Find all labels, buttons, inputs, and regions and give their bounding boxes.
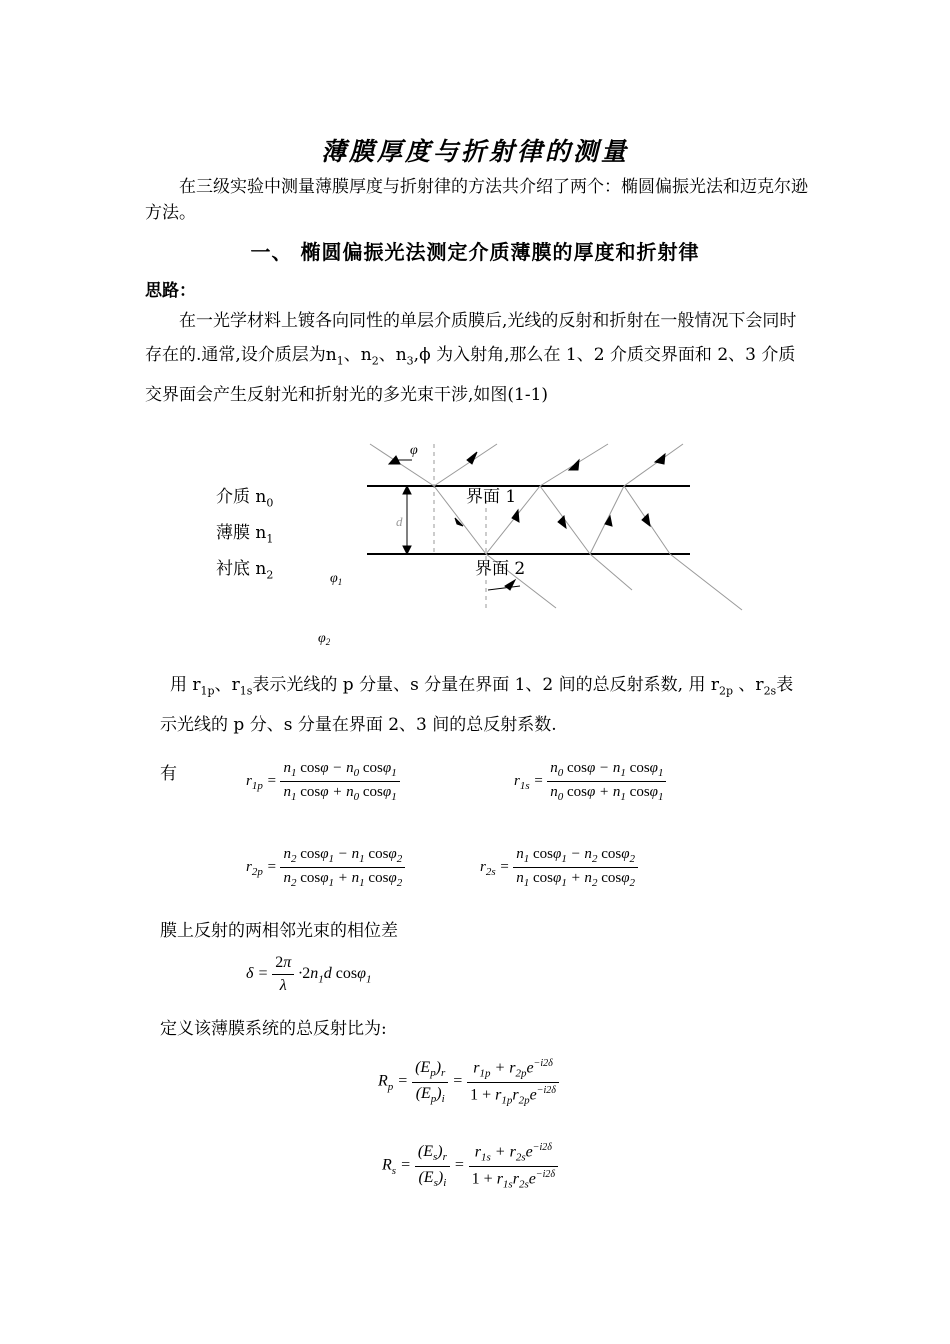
paragraph-setup: 在一光学材料上镀各向同性的单层介质膜后,光线的反射和折射在一般情况下会同时存在的.通常,设介质层为$n_1$、$n_2$、$n_3,\phi$ 为入射角,那么在 1、2 介质交界面和 2、3 介质交界面会产生反射光和折射光的多光束干涉,如图(1-1) <box>145 311 797 406</box>
formula-Rp: $R_p$ = $\frac{(E_p)_r}{(E_p)_i}$ = $\frac{r_{1p} + r_{2p}e^{-i2\delta}}{1 + r_{1p}r_{2p}e^{-i2\delta}}$ <box>378 1058 559 1106</box>
silu-label: 思路： <box>145 281 196 301</box>
paragraph-reflection-coefficients: 用 $r_{1p}$、$r_{1s}$表示光线的 p 分量、s 分量在界面 1、2 间的总反射系数, 用 $r_{2p}$ 、$r_{2s}$表示光线的 p 分、s 分量在界面 2、3 间的总反射系数. <box>160 675 794 736</box>
formula-r2p: $r_{2p}$ = $\frac{n_2 \cos\varphi_1 - n_1 \cos\varphi_2}{n_2 \cos\varphi_1 + n_1 \cos\varphi_2}$ <box>246 846 405 889</box>
section-heading: 一、 椭圆偏振光法测定介质薄膜的厚度和折射律 <box>250 240 700 264</box>
formula-r1s: $r_{1s}$ = $\frac{n_0 \cos\varphi - n_1 \cos\varphi_1}{n_0 \cos\varphi + n_1 \cos\varphi_1}$ <box>514 760 666 803</box>
interface-1-label: 界面 1 <box>466 487 517 507</box>
phi-label: φ <box>410 443 418 458</box>
formula-delta: δ = $\frac{2\pi}{\lambda}$ $\cdot 2n_1d$ cosφ$_1$ <box>246 954 372 994</box>
interface-2-label: 界面 2 <box>475 559 526 579</box>
ray-diagram <box>0 430 950 660</box>
arrows <box>389 452 665 590</box>
formula-Rs: $R_s$ = $\frac{(E_s)_r}{(E_s)_i}$ = $\frac{r_{1s} + r_{2s}e^{-i2\delta}}{1 + r_{1s}r_{2s}e^{-i2\delta}}$ <box>382 1142 558 1190</box>
film-n1-label: 薄膜 $n_1$ <box>216 523 274 546</box>
formula-r2s: $r_{2s}$ = $\frac{n_1 \cos\varphi_1 - n_2 \cos\varphi_2}{n_1 \cos\varphi_1 + n_2 \cos\varphi_2}$ <box>480 846 638 889</box>
substrate-n2-label: 衬底 $n_2$ <box>216 559 274 582</box>
page-title: 薄膜厚度与折射律的测量 <box>320 137 629 166</box>
phi1-label: $\varphi_1$ <box>330 571 343 587</box>
phi2-label: $\varphi_2$ <box>318 631 331 647</box>
you-label: 有 <box>160 764 177 784</box>
medium-n0-label: 介质 $n_0$ <box>216 487 274 510</box>
intro-paragraph: 在三级实验中测量薄膜厚度与折射律的方法共介绍了两个：椭圆偏振光法和迈克尔逊方法。 <box>145 177 808 223</box>
thickness-label: d <box>396 514 403 529</box>
definition-text: 定义该薄膜系统的总反射比为: <box>160 1019 387 1039</box>
rays <box>370 444 742 610</box>
formula-r1p: $r_{1p}$ = $\frac{n_1 \cos\varphi - n_0 \cos\varphi_1}{n_1 \cos\varphi + n_0 \cos\varphi_1}$ <box>246 760 400 803</box>
phase-difference-text: 膜上反射的两相邻光束的相位差 <box>160 921 398 941</box>
figure-thin-film <box>0 430 950 660</box>
